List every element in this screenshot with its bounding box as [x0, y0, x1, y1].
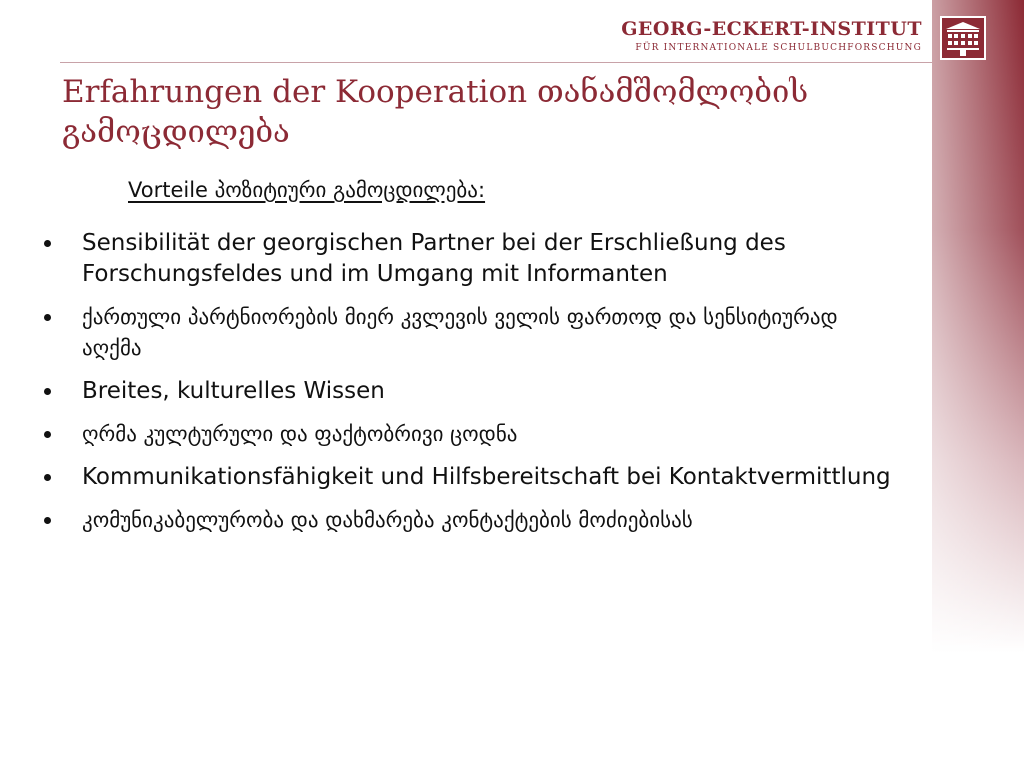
- bullet-item: [42, 228, 902, 290]
- bullet-dot-icon: [44, 240, 51, 247]
- bullet-dot-icon: [44, 474, 51, 481]
- decorative-side-band: [932, 0, 1024, 768]
- bullet-item: [42, 462, 902, 493]
- bullet-text: Breites, kulturelles Wissen: [82, 378, 385, 404]
- header-divider: [60, 62, 932, 63]
- building-icon: [940, 16, 986, 60]
- bullet-text: Kommunikationsfähigkeit und Hilfsbereitschaft bei Kontaktvermittlung: [82, 464, 891, 490]
- bullet-dot-icon: [44, 517, 51, 524]
- bullet-dot-icon: [44, 388, 51, 395]
- bullet-item: [42, 376, 902, 407]
- institute-wordmark: [621, 18, 922, 53]
- institute-name: GEORG-ECKERT-INSTITUT: [621, 18, 922, 40]
- bullet-item: [42, 419, 902, 450]
- section-subheading: Vorteile პოზიტიური გამოცდილება:: [128, 178, 486, 202]
- slide-title: Erfahrungen der Kooperation თანამშომლობის გამოცდილება: [62, 74, 809, 150]
- bullet-text: ღრმა კულტურული და ფაქტობრივი ცოდნა: [82, 422, 518, 446]
- institute-subtitle: FÜR INTERNATIONALE SCHULBUCHFORSCHUNG: [635, 43, 922, 53]
- bullet-list: [42, 228, 902, 548]
- bullet-text: ქართული პარტნიორების მიერ კვლევის ველის ფართოდ და სენსიტიურად აღქმა: [82, 305, 838, 360]
- bullet-dot-icon: [44, 314, 51, 321]
- bullet-item: [42, 302, 902, 364]
- bullet-item: [42, 505, 902, 536]
- bullet-dot-icon: [44, 431, 51, 438]
- bullet-text: Sensibilität der georgischen Partner bei der Erschließung des Forschungsfeldes und im Umgang mit Informanten: [82, 230, 786, 287]
- bullet-text: კომუნიკაბელურობა და დახმარება კონტაქტების მოძიებისას: [82, 508, 693, 532]
